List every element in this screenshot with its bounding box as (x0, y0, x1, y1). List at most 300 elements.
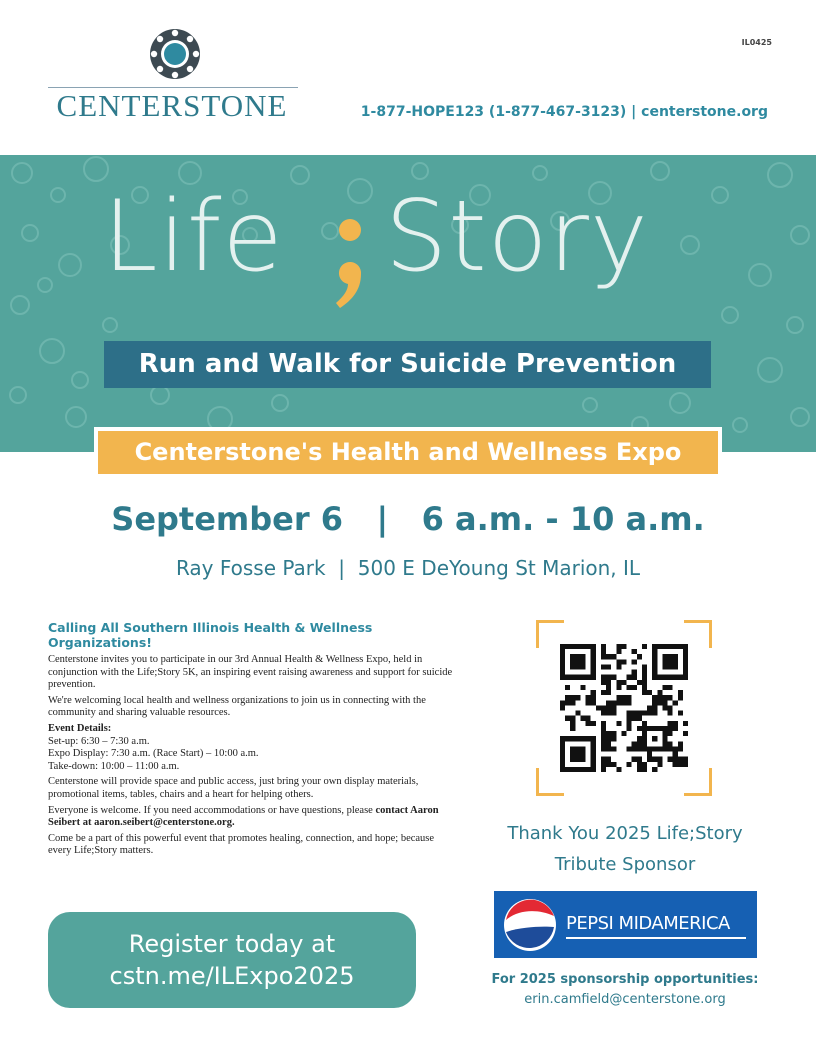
qr-module (652, 705, 657, 710)
qr-module (601, 726, 606, 731)
qr-module (570, 746, 575, 751)
qr-module (586, 721, 591, 726)
qr-module (637, 716, 642, 721)
qr-module (565, 716, 570, 721)
thanks-line-1: Thank You 2025 Life;Story (507, 823, 743, 844)
qr-module (565, 700, 570, 705)
qr-module (580, 757, 585, 762)
qr-module (601, 680, 606, 685)
qr-module (627, 716, 632, 721)
qr-module (611, 736, 616, 741)
qr-module (616, 695, 621, 700)
centerstone-logo (44, 28, 300, 124)
qr-module (652, 757, 657, 762)
title-life: Life (103, 180, 284, 294)
qr-module (673, 752, 678, 757)
pepsi-globe-icon (503, 898, 557, 952)
qr-module (570, 757, 575, 762)
qr-module (606, 680, 611, 685)
register-button[interactable] (48, 912, 416, 1008)
qr-module (580, 675, 585, 680)
qr-module (570, 752, 575, 757)
qr-module (616, 644, 621, 649)
qr-module (647, 752, 652, 757)
qr-module (657, 757, 662, 762)
qr-module (668, 659, 673, 664)
qr-module (606, 690, 611, 695)
qr-module (683, 721, 688, 726)
qr-module (668, 726, 673, 731)
qr-module (678, 741, 683, 746)
qr-module (647, 711, 652, 716)
qr-module (668, 644, 673, 649)
qr-code-icon[interactable] (560, 644, 688, 772)
qr-module (616, 649, 621, 654)
qr-module (586, 644, 591, 649)
qr-module (575, 736, 580, 741)
org-name: CENTERSTONE (56, 88, 288, 123)
qr-module (616, 700, 621, 705)
qr-module (565, 695, 570, 700)
expo-title-box (94, 427, 722, 478)
qr-module (596, 705, 601, 710)
qr-module (662, 659, 667, 664)
qr-module (580, 664, 585, 669)
qr-module (575, 675, 580, 680)
qr-module (652, 649, 657, 654)
qr-module (606, 654, 611, 659)
qr-module (637, 736, 642, 741)
pepsi-midamerica-logo (494, 891, 757, 958)
expo-title: Centerstone's Health and Wellness Expo (134, 438, 682, 466)
qr-module (560, 752, 565, 757)
detail-takedown: Take-down: 10:00 – 11:00 a.m. (48, 760, 180, 772)
qr-module (601, 654, 606, 659)
qr-module (673, 644, 678, 649)
qr-module (601, 690, 606, 695)
qr-module (586, 767, 591, 772)
qr-module (647, 690, 652, 695)
qr-module (591, 690, 596, 695)
qr-module (570, 700, 575, 705)
qr-module (637, 711, 642, 716)
qr-module (580, 654, 585, 659)
qr-module (632, 716, 637, 721)
qr-module (642, 675, 647, 680)
qr-module (601, 644, 606, 649)
qr-module (591, 695, 596, 700)
qr-module (678, 695, 683, 700)
qr-module (575, 644, 580, 649)
contact-line[interactable]: 1-877-HOPE123 (1-877-467-3123) | centerstone.org (360, 104, 768, 120)
qr-module (642, 746, 647, 751)
qr-module (657, 700, 662, 705)
qr-module (668, 711, 673, 716)
qr-module (586, 695, 591, 700)
qr-module (642, 670, 647, 675)
qr-module (683, 644, 688, 649)
qr-module (678, 757, 683, 762)
qr-module (627, 695, 632, 700)
qr-module (580, 685, 585, 690)
qr-module (642, 741, 647, 746)
qr-module (642, 685, 647, 690)
qr-module (606, 664, 611, 669)
qr-module (678, 644, 683, 649)
qr-module (673, 757, 678, 762)
thanks-line-2: Tribute Sponsor (554, 854, 696, 875)
qr-module (662, 741, 667, 746)
qr-module (637, 726, 642, 731)
frame-corner (684, 768, 712, 796)
qr-module (616, 721, 621, 726)
qr-module (662, 664, 667, 669)
qr-module (683, 670, 688, 675)
qr-module (586, 716, 591, 721)
qr-module (657, 690, 662, 695)
qr-module (647, 705, 652, 710)
qr-module (662, 731, 667, 736)
qr-module (601, 757, 606, 762)
subtitle-banner (104, 341, 711, 388)
qr-module (560, 736, 565, 741)
qr-module (560, 705, 565, 710)
qr-module (652, 700, 657, 705)
pepsi-name: PEPSI MIDAMERICA (566, 913, 730, 934)
qr-module (637, 757, 642, 762)
qr-module (611, 700, 616, 705)
qr-module (678, 711, 683, 716)
qr-module (632, 741, 637, 746)
qr-module (642, 736, 647, 741)
expo-title-fill (98, 431, 718, 474)
qr-module (565, 675, 570, 680)
qr-module (627, 726, 632, 731)
event-details-heading: Event Details: (48, 722, 112, 734)
qr-module (575, 695, 580, 700)
qr-module (575, 752, 580, 757)
qr-module (678, 690, 683, 695)
qr-module (647, 726, 652, 731)
sponsorship-email[interactable]: erin.camfield@centerstone.org (524, 992, 726, 1007)
body-text-column (48, 620, 458, 861)
qr-module (565, 767, 570, 772)
qr-module (601, 675, 606, 680)
qr-module (570, 659, 575, 664)
qr-module (683, 675, 688, 680)
qr-module (575, 654, 580, 659)
qr-module (673, 659, 678, 664)
qr-module (611, 746, 616, 751)
qr-module (591, 649, 596, 654)
qr-module (683, 757, 688, 762)
qr-module (560, 746, 565, 751)
qr-module (683, 659, 688, 664)
frame-corner (684, 620, 712, 648)
qr-module (591, 741, 596, 746)
everyone-paragraph (48, 805, 458, 830)
qr-module (668, 654, 673, 659)
qr-module (611, 654, 616, 659)
qr-module (627, 685, 632, 690)
qr-module (601, 721, 606, 726)
qr-module (606, 711, 611, 716)
qr-module (662, 644, 667, 649)
qr-module (647, 746, 652, 751)
qr-module (652, 711, 657, 716)
qr-module (570, 721, 575, 726)
qr-module (591, 736, 596, 741)
qr-module (591, 721, 596, 726)
qr-module (580, 659, 585, 664)
qr-module (616, 680, 621, 685)
qr-module (591, 654, 596, 659)
qr-module (616, 685, 621, 690)
qr-module (652, 726, 657, 731)
qr-module (591, 752, 596, 757)
qr-module (591, 762, 596, 767)
qr-module (611, 711, 616, 716)
register-url[interactable]: cstn.me/ILExpo2025 (109, 962, 355, 990)
qr-module (668, 675, 673, 680)
qr-module (642, 644, 647, 649)
qr-module (570, 664, 575, 669)
qr-module (652, 746, 657, 751)
qr-module (637, 746, 642, 751)
qr-module (586, 675, 591, 680)
qr-module (652, 695, 657, 700)
qr-module (591, 746, 596, 751)
qr-module (591, 664, 596, 669)
qr-module (616, 767, 621, 772)
qr-module (575, 711, 580, 716)
qr-module (611, 731, 616, 736)
qr-module (662, 675, 667, 680)
qr-module (575, 767, 580, 772)
qr-module (560, 767, 565, 772)
qr-module (591, 644, 596, 649)
qr-module (580, 746, 585, 751)
qr-module (570, 736, 575, 741)
qr-module (616, 659, 621, 664)
qr-module (652, 670, 657, 675)
centerstone-emblem-icon (149, 28, 201, 80)
qr-module (627, 721, 632, 726)
qr-module (560, 644, 565, 649)
qr-module (637, 741, 642, 746)
qr-module (601, 746, 606, 751)
qr-module (570, 726, 575, 731)
qr-module (606, 746, 611, 751)
qr-module (560, 675, 565, 680)
closing-paragraph: Come be a part of this powerful event that promotes healing, connection, and hope; because every Life;Story matters. (48, 832, 435, 857)
qr-module (611, 675, 616, 680)
qr-module (575, 746, 580, 751)
qr-module (580, 716, 585, 721)
qr-module (627, 746, 632, 751)
qr-module (652, 644, 657, 649)
qr-module (673, 726, 678, 731)
qr-module (601, 731, 606, 736)
qr-module (570, 675, 575, 680)
qr-module (678, 675, 683, 680)
qr-module (673, 762, 678, 767)
qr-module (560, 649, 565, 654)
qr-module (575, 757, 580, 762)
qr-module (637, 762, 642, 767)
qr-module (601, 705, 606, 710)
qr-module (662, 700, 667, 705)
event-details-list (48, 736, 458, 774)
qr-module (668, 757, 673, 762)
qr-module (606, 762, 611, 767)
qr-module (683, 762, 688, 767)
frame-corner (536, 768, 564, 796)
qr-module (662, 654, 667, 659)
qr-module (632, 659, 637, 664)
form-code: IL0425 (741, 38, 772, 47)
qr-module (621, 659, 626, 664)
qr-module (621, 731, 626, 736)
qr-module (668, 705, 673, 710)
event-date-time: September 6 | 6 a.m. - 10 a.m. (111, 500, 705, 538)
qr-module (606, 705, 611, 710)
qr-module (621, 700, 626, 705)
qr-module (642, 726, 647, 731)
event-subtitle: Run and Walk for Suicide Prevention (138, 349, 677, 379)
qr-module (683, 654, 688, 659)
qr-module (627, 700, 632, 705)
qr-module (683, 664, 688, 669)
detail-expo-display: Expo Display: 7:30 a.m. (Race Start) – 10:00 a.m. (48, 748, 259, 760)
qr-module (580, 736, 585, 741)
qr-module (642, 711, 647, 716)
qr-module (570, 716, 575, 721)
qr-module (673, 675, 678, 680)
qr-module (560, 757, 565, 762)
register-line-1: Register today at (128, 930, 336, 958)
provide-paragraph: Centerstone will provide space and public access, just bring your own display materials, promotional items, tables, chairs and a heart for helping others. (48, 776, 419, 800)
qr-module (662, 705, 667, 710)
pepsi-underline (566, 937, 746, 939)
qr-module (673, 700, 678, 705)
qr-module (616, 664, 621, 669)
qr-module (627, 762, 632, 767)
qr-module (683, 649, 688, 654)
qr-module (632, 685, 637, 690)
qr-module (606, 757, 611, 762)
qr-module (575, 664, 580, 669)
qr-module (606, 675, 611, 680)
qr-module (570, 767, 575, 772)
qr-module (570, 695, 575, 700)
qr-module (570, 654, 575, 659)
qr-module (642, 731, 647, 736)
qr-module (662, 726, 667, 731)
qr-module (668, 664, 673, 669)
semicolon-mark-icon (326, 200, 376, 310)
qr-module (601, 664, 606, 669)
qr-module (662, 695, 667, 700)
intro-paragraph: Centerstone invites you to participate in our 3rd Annual Health & Wellness Expo, held in conjunction with the Life;Story 5K, an inspiring event raising awareness and support for suicide prevention. (48, 654, 453, 691)
qr-module (642, 721, 647, 726)
qr-module (637, 654, 642, 659)
qr-module (560, 762, 565, 767)
qr-module (662, 736, 667, 741)
qr-module (683, 731, 688, 736)
qr-module (621, 695, 626, 700)
qr-module (642, 680, 647, 685)
sponsorship-heading: For 2025 sponsorship opportunities: (491, 972, 759, 987)
qr-module (611, 705, 616, 710)
qr-module (673, 654, 678, 659)
qr-module (668, 746, 673, 751)
qr-module (591, 659, 596, 664)
calling-heading: Calling All Southern Illinois Health & Wellness Organizations! (48, 620, 373, 650)
qr-module (601, 741, 606, 746)
qr-module (560, 659, 565, 664)
qr-module (627, 711, 632, 716)
qr-module (621, 644, 626, 649)
qr-module (678, 762, 683, 767)
qr-module (668, 695, 673, 700)
qr-module (606, 731, 611, 736)
qr-module (642, 762, 647, 767)
qr-module (657, 675, 662, 680)
qr-module (632, 746, 637, 751)
qr-module (632, 757, 637, 762)
qr-module (601, 762, 606, 767)
qr-module (632, 711, 637, 716)
qr-module (586, 736, 591, 741)
qr-module (627, 675, 632, 680)
qr-module (611, 762, 616, 767)
qr-module (601, 736, 606, 741)
qr-module (575, 659, 580, 664)
title-story: Story (385, 180, 649, 294)
qr-module (591, 670, 596, 675)
qr-module (591, 767, 596, 772)
qr-module (601, 649, 606, 654)
qr-module (591, 675, 596, 680)
qr-module (560, 654, 565, 659)
qr-module (668, 741, 673, 746)
qr-module (637, 680, 642, 685)
qr-module (560, 664, 565, 669)
qr-module (673, 746, 678, 751)
qr-module (678, 746, 683, 751)
qr-module (652, 664, 657, 669)
qr-module (565, 685, 570, 690)
qr-module (652, 659, 657, 664)
qr-module (586, 700, 591, 705)
qr-module (632, 670, 637, 675)
qr-module (657, 695, 662, 700)
qr-module (652, 736, 657, 741)
contact-aaron-link[interactable]: contact Aaron Seibert at aaron.seibert@centerstone.org. (48, 804, 439, 829)
qr-module (668, 731, 673, 736)
qr-module (560, 670, 565, 675)
qr-module (560, 741, 565, 746)
qr-module (580, 767, 585, 772)
qr-module (560, 700, 565, 705)
sponsor-thanks (470, 818, 780, 880)
qr-module (591, 700, 596, 705)
qr-module (657, 644, 662, 649)
qr-module (652, 675, 657, 680)
qr-module (652, 654, 657, 659)
qr-module (657, 762, 662, 767)
